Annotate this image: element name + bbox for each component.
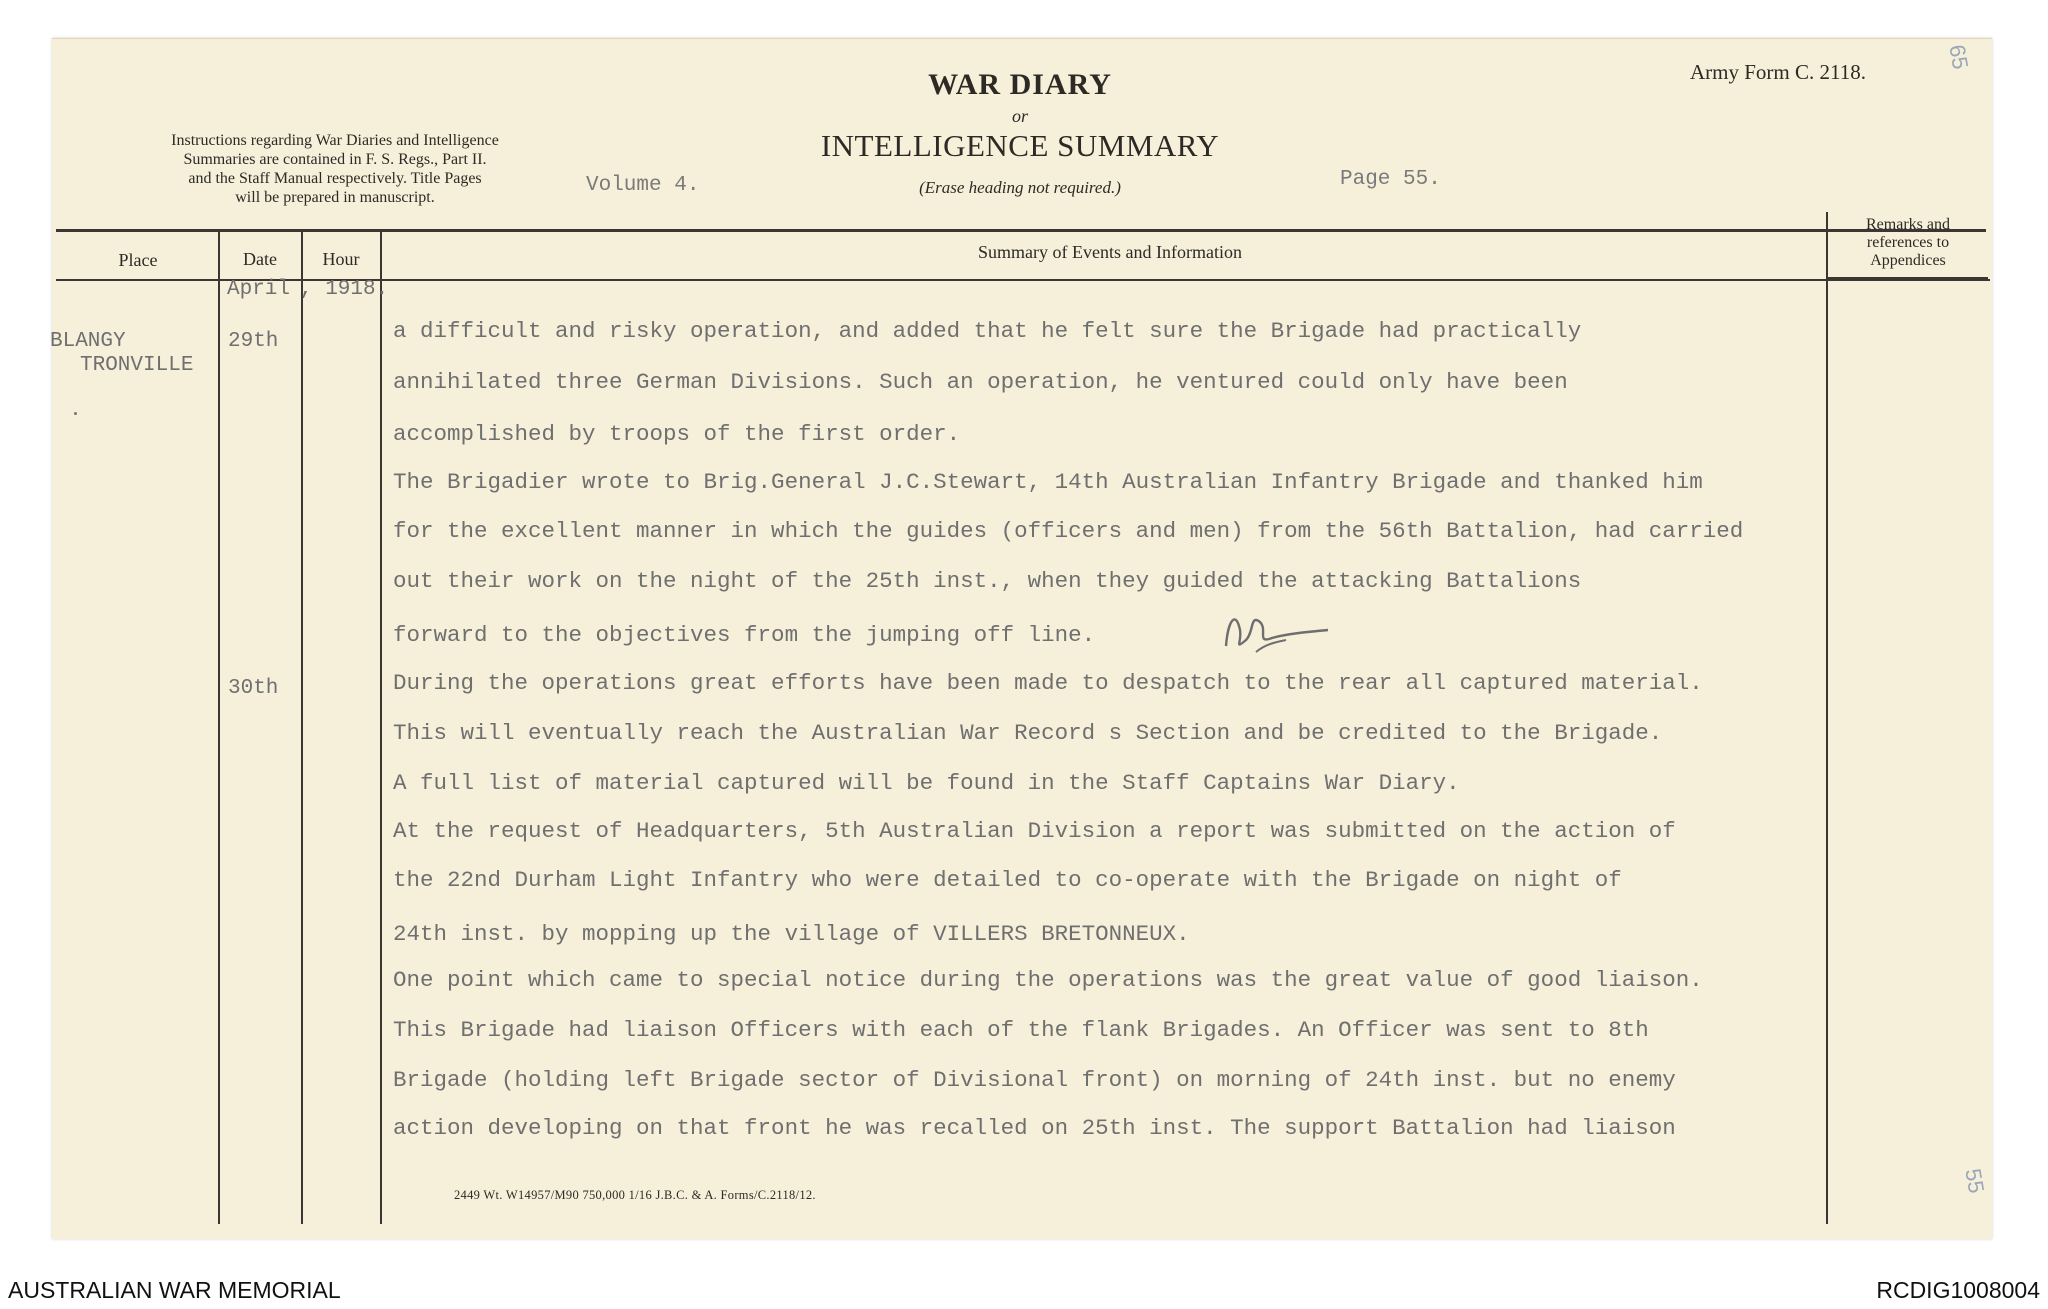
header-title: WAR DIARY [928,68,1112,101]
signature-initials-mark [1216,600,1336,660]
place-dot-mark [74,412,77,415]
entry-line-7: forward to the objectives from the jumping off line. [393,622,1096,648]
header-or: or [1011,106,1028,126]
entry-line-10: A full list of material captured will be found in the Staff Captains War Diary. [393,770,1460,796]
entry-line-17: action developing on that front he was recalled on 25th inst. The support Battalion had liaison [393,1115,1676,1141]
date-30th: 30th [228,677,279,700]
month-label: April [227,278,291,301]
remarks-line-2: references to [1866,234,1950,251]
printer-imprint: 2449 Wt. W14957/M90 750,000 1/16 J.B.C. & A. Forms/C.2118/12. [454,1188,816,1202]
remarks-header-rule [1826,277,1988,279]
column-header-remarks [1830,216,1986,270]
instructions-line-1: Instructions regarding War Diaries and Intelligence [171,132,499,149]
place-blangy: BLANGY [50,330,126,353]
entry-line-8: During the operations great efforts have been made to despatch to the rear all captured material. [393,670,1703,696]
instructions-line-3: and the Staff Manual respectively. Title Pages [188,170,482,187]
column-header-date: Date [243,249,277,269]
entry-line-4: The Brigadier wrote to Brig.General J.C.Stewart, 14th Australian Infantry Brigade and thanked him [393,469,1703,495]
instructions-line-2: Summaries are contained in F. S. Regs., Part II. [183,151,487,168]
army-form-number: Army Form C. 2118. [1690,60,1866,84]
entry-line-1: a difficult and risky operation, and added that he felt sure the Brigade had practically [393,318,1582,344]
entry-line-16: Brigade (holding left Brigade sector of Divisional front) on morning of 24th inst. but no enemy [393,1067,1676,1093]
pencil-page-number: 65 [1944,42,1974,72]
entry-line-9: This will eventually reach the Australian War Record s Section and be credited to the Brigade. [393,720,1663,746]
date-29th: 29th [228,330,279,353]
hour-column-divider [380,229,382,1224]
column-header-hour: Hour [322,249,360,269]
remarks-line-1: Remarks and [1866,216,1950,233]
remarks-line-3: Appendices [1870,252,1946,269]
entry-line-13: 24th inst. by mopping up the village of VILLERS BRETONNEUX. [393,921,1190,947]
entry-line-3: accomplished by troops of the first order. [393,421,961,447]
date-column-divider [301,229,303,1224]
header-subtitle: INTELLIGENCE SUMMARY [820,128,1220,163]
instructions-line-4: will be prepared in manuscript. [235,189,435,206]
entry-line-15: This Brigade had liaison Officers with each of the flank Brigades. An Officer was sent to 8th [393,1017,1649,1043]
place-column-divider [218,229,220,1224]
footer-institution: AUSTRALIAN WAR MEMORIAL [8,1277,341,1303]
entry-line-2: annihilated three German Divisions. Such an operation, he ventured could only have been [393,369,1568,395]
pencil-side-number: 55 [1960,1166,1990,1196]
entry-line-14: One point which came to special notice during the operations was the great value of good liaison. [393,967,1703,993]
entry-line-6: out their work on the night of the 25th inst., when they guided the attacking Battalions [393,568,1582,594]
instructions-note [100,131,570,207]
erase-note: (Erase heading not required.) [919,178,1121,197]
place-tronville: TRONVILLE [80,354,194,377]
volume-number: Volume 4. [586,174,700,197]
entry-line-5: for the excellent manner in which the guides (officers and men) from the 56th Battalion, had carried [393,518,1744,544]
footer-record-id: RCDIG1008004 [1876,1277,2040,1303]
year-label: , 1918. [300,278,389,301]
column-header-place: Place [118,250,158,270]
page-number: Page 55. [1340,168,1441,191]
entry-line-12: the 22nd Durham Light Infantry who were detailed to co-operate with the Brigade on night of [393,867,1622,893]
header-top-rule [56,229,1986,232]
entry-line-11: At the request of Headquarters, 5th Australian Division a report was submitted on the action of [393,818,1676,844]
column-header-summary: Summary of Events and Information [978,242,1242,262]
